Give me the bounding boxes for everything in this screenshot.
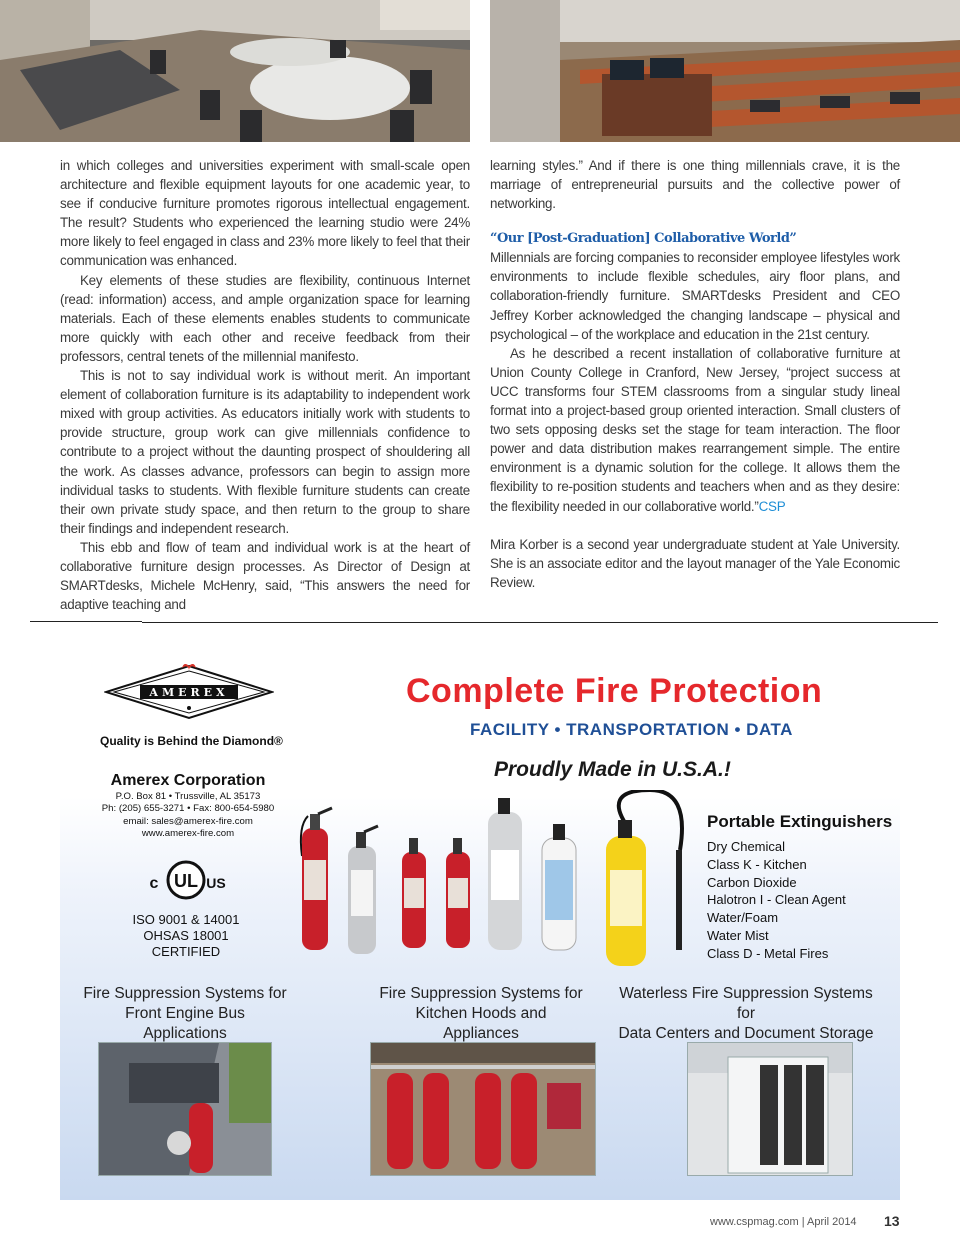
extinguisher-class-d-icon (606, 790, 682, 966)
phone-line: Ph: (205) 655-3271 • Fax: 800-654-5980 (101, 803, 275, 815)
cert-line: ISO 9001 & 14001 (132, 912, 240, 927)
list-item: Class D - Metal Fires (707, 945, 829, 961)
caption-line: Data Centers and Document Storage (618, 1025, 874, 1042)
extinguisher-red-icon (301, 808, 332, 950)
amerex-advertisement (60, 640, 900, 1200)
extinguisher-red-small-icon (446, 838, 470, 948)
extinguisher-steel-icon (488, 798, 522, 950)
list-item: Water Mist (707, 927, 769, 943)
kitchen-suppression-photo (370, 1042, 596, 1176)
extinguishers-illustration (290, 790, 700, 975)
caption-kitchen (376, 984, 586, 1044)
divider-rule (142, 622, 938, 623)
section-heading: “Our [Post-Graduation] Collaborative World” (490, 231, 797, 247)
company-name: Amerex Corporation (110, 772, 266, 789)
classroom-photo-right (490, 0, 960, 142)
list-item: Halotron I - Clean Agent (707, 892, 846, 908)
company-address (100, 791, 276, 840)
article-paragraph: learning styles.” And if there is one thing millennials crave, it is the marriage of entrepreneurial pursuits and the collective power of networking. (490, 158, 900, 212)
caption-data-center (612, 984, 880, 1044)
extinguishers-list (707, 838, 846, 963)
page-footer (710, 1216, 857, 1228)
article-paragraph-text: As he described a recent installation of collaborative furniture at Union County College in Cranford, New Jersey, “project success at UCC transforms four STEM classrooms from a singular study lineal format into a project-based group oriented interaction. Small clusters of two sets opposing desks set the stage for team interaction. The floor power and data distribution makes rearrangement simple. The entire environment is a dynamic solution for the college. It allows them the flexibility to re-position students and teachers when and as they desire: the flexibility needed in our collaborative world.” (490, 345, 900, 514)
caption-line: Front Engine Bus Applications (125, 1005, 245, 1042)
divider-rule (30, 621, 142, 622)
amerex-diamond-logo (104, 664, 274, 731)
ul-listed-icon (146, 858, 228, 909)
classroom-photo-left (0, 0, 470, 142)
email-line: email: sales@amerex-fire.com (123, 815, 253, 827)
list-item: Carbon Dioxide (707, 874, 797, 890)
caption-line: Kitchen Hoods and Appliances (415, 1005, 547, 1042)
list-item: Water/Foam (707, 910, 779, 926)
bus-suppression-photo (98, 1042, 272, 1176)
ul-c-text: c (149, 875, 159, 892)
list-item: Class K - Kitchen (707, 856, 807, 872)
article-column-left (60, 156, 470, 614)
address-line: P.O. Box 81 • Trussville, AL 35173 (115, 791, 261, 802)
end-mark: CSP (758, 498, 786, 514)
caption-bus (82, 984, 288, 1044)
cert-line: CERTIFIED (151, 944, 221, 959)
made-in-usa: Proudly Made in U.S.A.! (494, 758, 731, 781)
caption-line: Waterless Fire Suppression Systems for (619, 985, 873, 1022)
list-item: Dry Chemical (707, 839, 786, 854)
author-bio: Mira Korber is a second year undergraduate student at Yale University. She is an associate editor and the layout manager of the Yale Economic Review. (490, 536, 900, 590)
ul-us-text: US (206, 875, 226, 891)
article-column-right (490, 156, 900, 592)
extinguisher-water-mist-icon (542, 824, 576, 950)
ad-tagline: Quality is Behind the Diamond® (100, 734, 283, 748)
page-number: 13 (884, 1213, 900, 1229)
article-paragraph: This ebb and flow of team and individual work is at the heart of collaborative furniture design processes. As Director of Design at SMARTdesks, Michele McHenry, said, “This answers the need for adaptive teaching and (60, 539, 470, 613)
article-paragraph: in which colleges and universities experiment with small-scale open architecture and flexible equipment layouts for one academic year, to see if conducive furniture promotes rigorous intellectual engagement. The result? Students who experienced the learning studio were 24% more likely to feel engaged in class and 23% more likely to feel that their communication was enhanced. (60, 158, 470, 269)
extinguisher-red-small-icon (402, 838, 426, 948)
certifications (124, 912, 248, 960)
ad-headline: Complete Fire Protection (406, 672, 823, 710)
cert-line: OHSAS 18001 (143, 928, 229, 943)
website-line: www.amerex-fire.com (141, 827, 235, 839)
footer-url: www.cspmag.com (710, 1216, 799, 1228)
article-paragraph (490, 344, 900, 516)
data-center-photo (687, 1042, 853, 1176)
extinguishers-title: Portable Extinguishers (707, 812, 893, 831)
caption-line: Fire Suppression Systems for (379, 985, 583, 1002)
extinguisher-silver-icon (348, 826, 378, 954)
logo-text: AMEREX (149, 686, 229, 699)
article-paragraph: This is not to say individual work is without merit. An important element of collaboration furniture is its adaptability to independent work mixed with group activities. As educators initially work with students to provide structure, group work can give millennials confidence to contribute to a project without the daunting prospect of shouldering all the work. As classes advance, professors can begin to assign more individual tasks to students. With flexible furniture students can create their own private study space, and then return to the group to share their findings and independent research. (60, 368, 470, 536)
ad-subhead: FACILITY • TRANSPORTATION • DATA (470, 720, 793, 739)
ul-text: UL (174, 871, 198, 891)
caption-line: Fire Suppression Systems for (83, 985, 287, 1002)
article-paragraph: Key elements of these studies are flexibility, continuous Internet (read: information) access, and ample organization space for learning materials. Each of these elements enables students to communicate more quickly with each other and receive feedback from their professors, central tenets of the millennial manifesto. (60, 272, 470, 364)
footer-separator: | (801, 1216, 805, 1228)
footer-issue: April 2014 (807, 1216, 857, 1228)
article-paragraph: Millennials are forcing companies to reconsider employee lifestyles work environments to include flexible schedules, airy floor plans, and collaboration-friendly furniture. SMARTdesks President and CEO Jeffrey Korber acknowledged the changing landscape – physical and psychological – of the workplace and education in the 21st century. (490, 250, 900, 342)
